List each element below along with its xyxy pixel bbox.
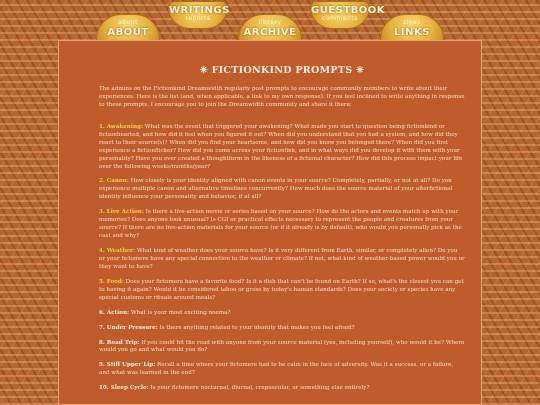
page-title: ✳ FICTIONKIND PROMPTS ✳	[199, 65, 365, 76]
nav-writings-sub: reports	[185, 15, 211, 22]
prompt-text: If you could hit the road with anyone from your source material (yes, including yourself), who would it be? Where would you go and what would you do?	[99, 339, 465, 354]
intro-paragraph: The admins on the Fictionkind Dreamwidth regularly post prompts to encourage community members to write about their experiences. Here is the list (and, when applicable, a link to my own response). If you feel inclined to write anything in response to these prompts, I encourage you to join the Dreamwidth community and share it there:	[99, 86, 465, 108]
prompt-item	[99, 325, 465, 333]
prompt-label: 6. Action:	[99, 309, 130, 316]
prompt-label: 4. Weather:	[99, 248, 136, 254]
prompt-label: 8. Road Trip:	[99, 339, 140, 346]
prompt-item	[99, 209, 465, 241]
nav-writings-button[interactable]	[168, 1, 228, 29]
nav-guestbook-label: GUESTBOOK	[311, 5, 386, 16]
prompt-text: Does your fictomere have a favorite food? Is it a dish that can't be found on Earth? If so, what's the closest you can get to having it again? Would it be considered taboo or gross by today's human standards? Does your society or species have any special customs or rituals around meals?	[99, 278, 464, 301]
prompt-text: What is your most exciting noema?	[130, 309, 231, 316]
prompt-text: What kind of weather does your source have? Is it very different from Earth, similar, or completely alien? Do you or your fictomere have any special connection to the weather or climate? If not, what kind of weather-based power would you or they want to have?	[99, 248, 465, 270]
nav-links-sub: zines	[403, 19, 421, 26]
nav-guestbook-sub: comments	[322, 15, 358, 22]
main-content-panel	[58, 40, 482, 405]
nav-links-label: LINKS	[394, 27, 430, 38]
prompt-label: 9. Stiff Upper Lip:	[99, 362, 156, 369]
prompt-text: Is there a live-action movie or series based on your source? How do the actors and events match up with your memories? Does anyone look unusual? Is CGI or practical effects necessary to represent the people and creatures from your source? If there are no live-action materials for your source (or if it already is by default), who would you personally pick as the cast and why?	[99, 209, 462, 240]
prompt-text: Recall a time where your fictomere had to be calm in the face of adversity. Was it a success, or a failure, and what was learned in the end?	[99, 362, 454, 377]
prompt-item	[99, 124, 465, 172]
prompt-text: Is your fictomere nocturnal, diurnal, crepuscular, or something else entirely?	[150, 385, 370, 392]
nav-archive-label: ARCHIVE	[243, 27, 297, 38]
top-navigation	[0, 0, 540, 44]
prompt-item	[99, 340, 465, 356]
nav-guestbook-button[interactable]	[310, 1, 386, 29]
prompt-label: 1. Awakening:	[99, 123, 144, 130]
prompt-item	[99, 385, 465, 393]
nav-archive-sub: library	[258, 19, 282, 26]
prompt-label: 3. Live Action:	[99, 209, 144, 216]
prompt-text: How closely is your identity aligned with canon events in your source? Completely, partially, or not at all? Do you experience multiple canon and alternative timelines concurrently? How much does the source material of your alterfictional identity influence your personality and behavior, if at all?	[99, 178, 453, 201]
prompt-item	[99, 178, 465, 202]
prompt-item	[99, 248, 465, 272]
prompt-label: 10. Sleep Cycle:	[99, 385, 149, 392]
prompt-item	[99, 310, 465, 318]
prompt-label: 7. Under Pressure:	[99, 324, 158, 331]
prompt-item	[99, 362, 465, 378]
nav-writings-label: WRITINGS	[169, 5, 230, 16]
nav-about-sub: about	[118, 19, 138, 26]
prompt-label: 5. Food:	[99, 278, 124, 285]
prompt-label: 2. Canon:	[99, 178, 129, 185]
prompt-text: Is there anything related to your identity that makes you feel afraid?	[159, 324, 355, 331]
nav-about-label: ABOUT	[107, 27, 149, 38]
prompt-text: What was the event that triggered your awakening? What made you start to question being fictionkind or fictionhearted, and how did it feel when you figured it out? When did you understand that you had a system, and how did they react to their source(s)? When did you find your heartsome, and how did you know you belonged there? When did you first experience a fictionflicker? How did you come across your fictionlink, and in what ways did you develop it with them with your personality? Have you ever created a thoughtform in the likeness of a fictional character? How did this process impact your life over the following weeks/months/year?	[99, 123, 463, 170]
prompt-item	[99, 279, 465, 303]
